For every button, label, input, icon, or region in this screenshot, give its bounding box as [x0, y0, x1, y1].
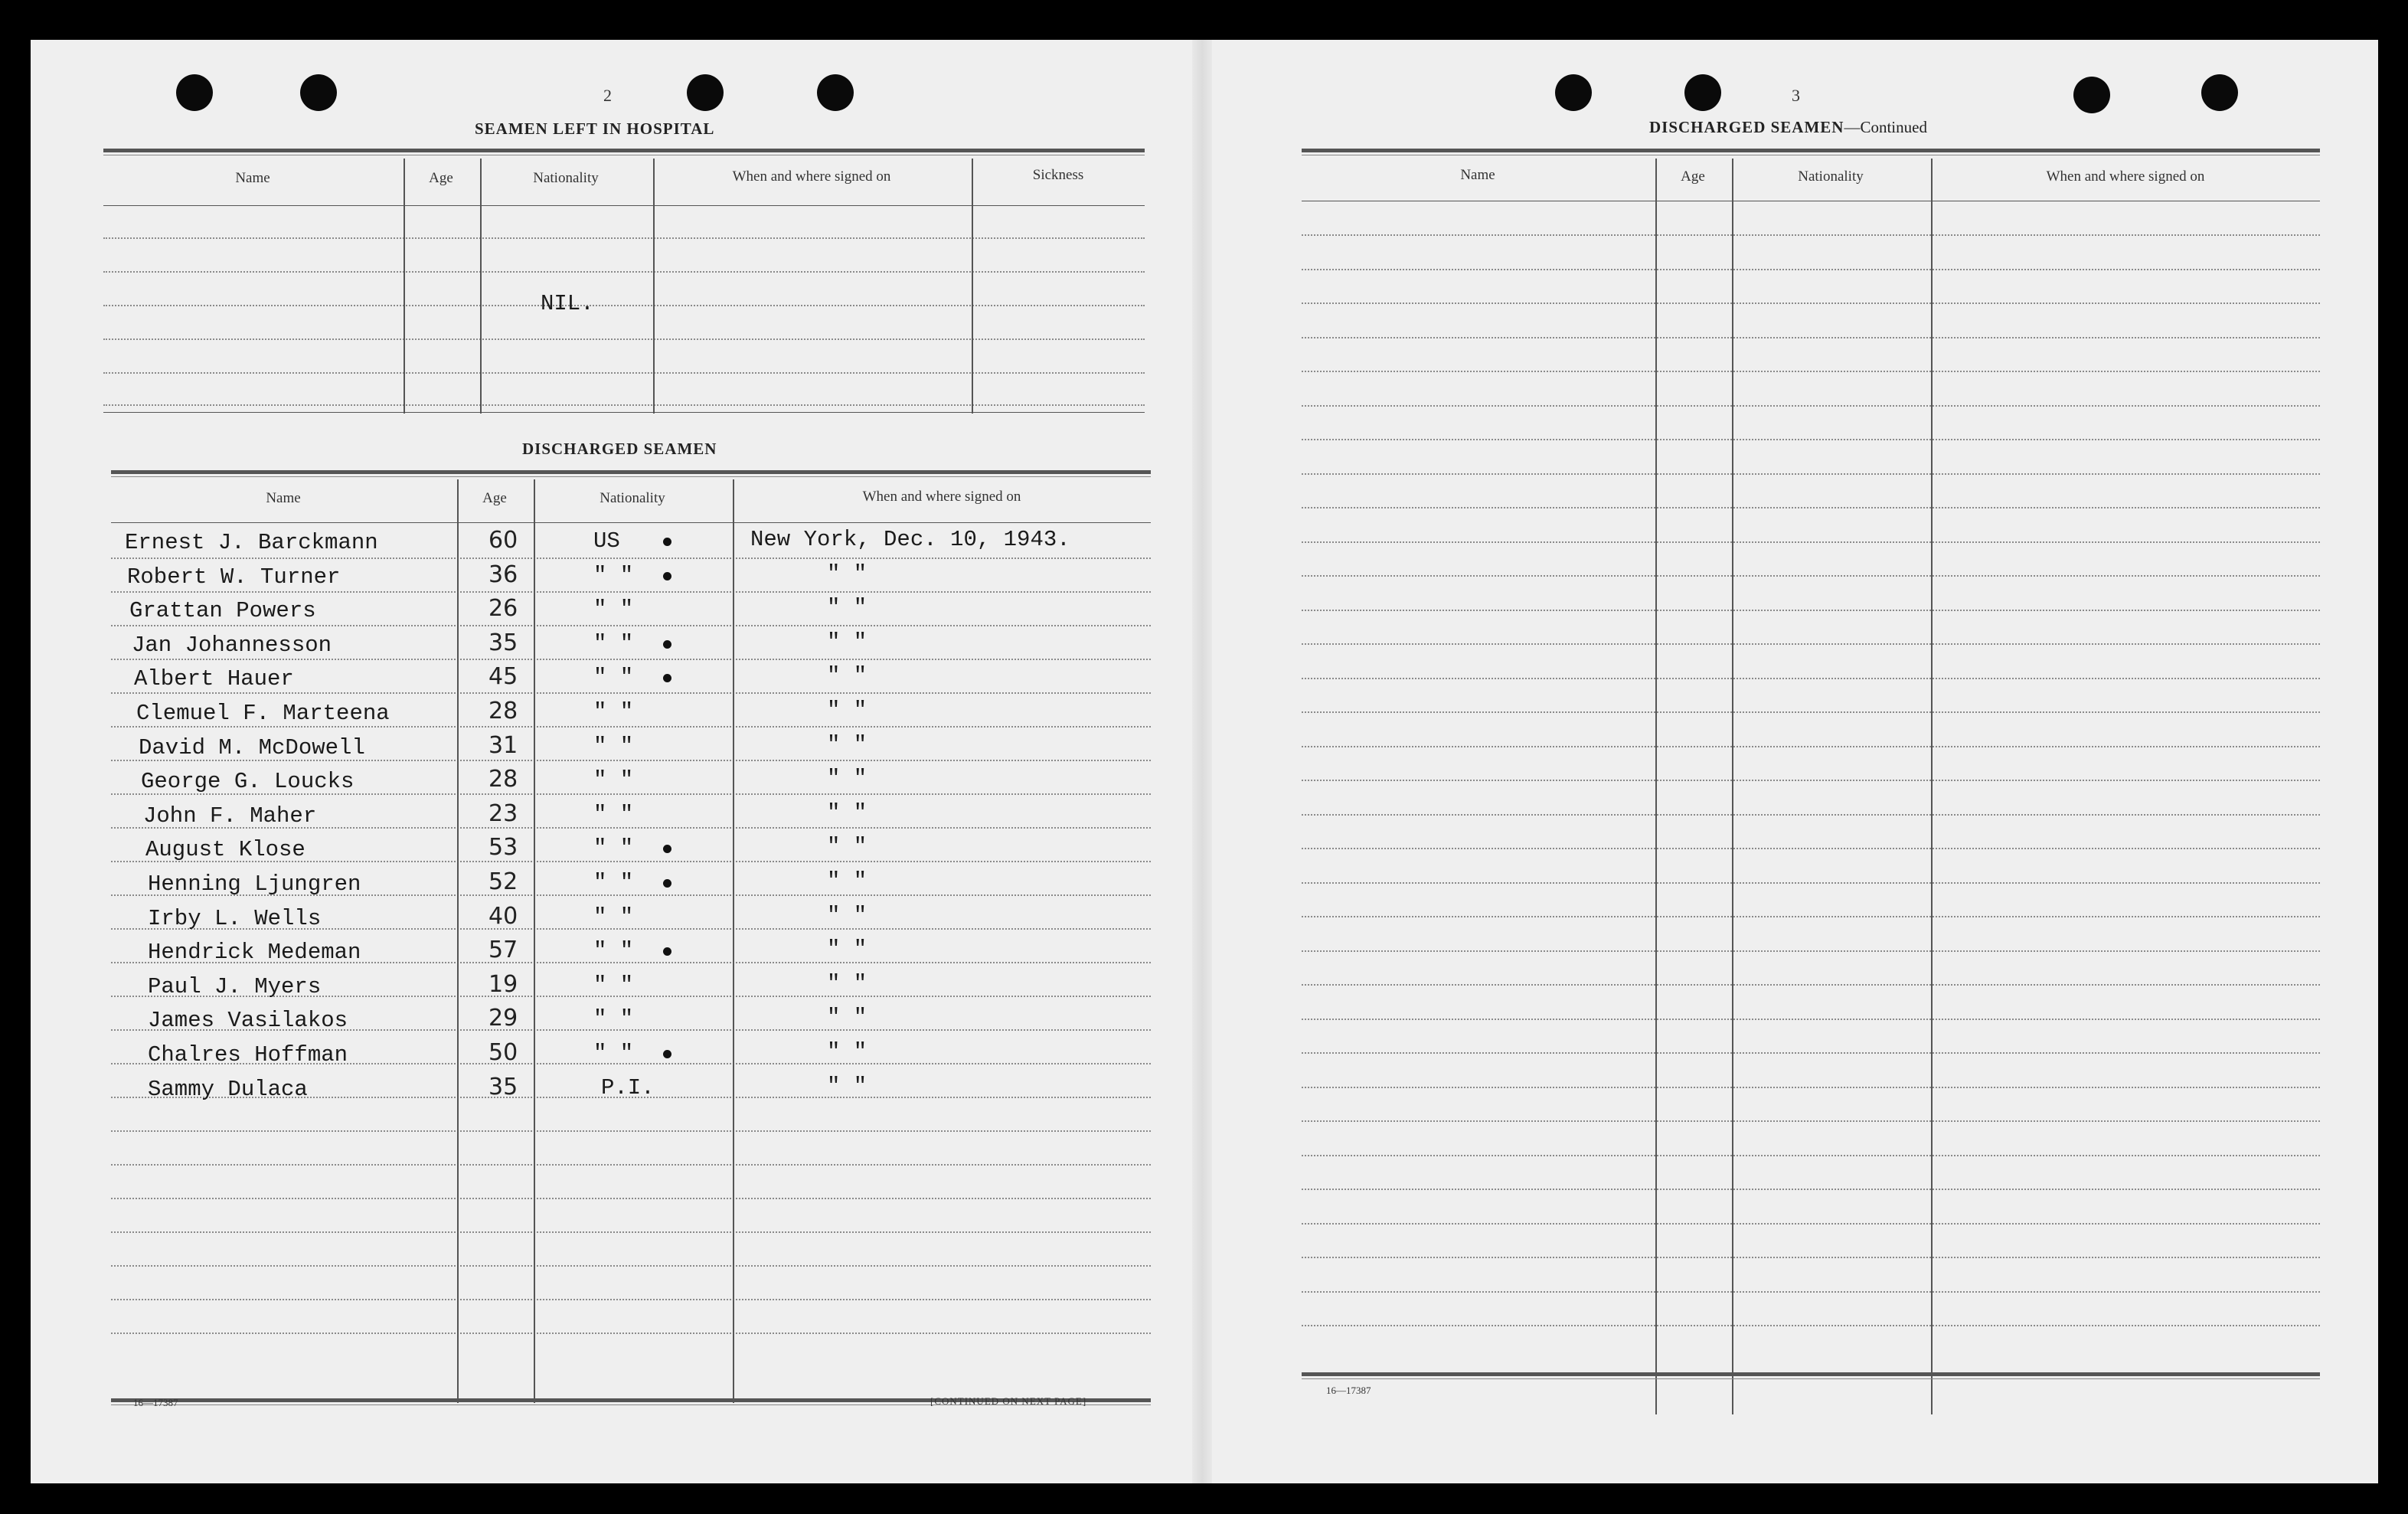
seaman-age: 19	[488, 971, 518, 998]
column-divider	[457, 479, 459, 1403]
right-col-signed-on: When and where signed on	[2046, 168, 2205, 185]
seaman-nationality: " "	[593, 802, 634, 827]
seaman-nationality: " "	[593, 1006, 634, 1032]
ruled-line	[111, 1164, 1151, 1166]
seaman-name: David M. McDowell	[139, 735, 365, 760]
hospital-nil-entry: NIL.	[541, 291, 594, 316]
seaman-signed-on: " "	[827, 1039, 867, 1064]
ruled-line	[1302, 643, 2320, 645]
seaman-signed-on: " "	[827, 1074, 867, 1099]
seaman-age: 53	[488, 834, 518, 861]
right-top-rule	[1302, 149, 2320, 152]
seaman-signed-on: " "	[827, 561, 867, 587]
ruled-line	[1302, 916, 2320, 917]
ruled-line	[1302, 234, 2320, 236]
seaman-signed-on: " "	[827, 834, 867, 859]
ruled-line	[111, 1265, 1151, 1267]
seaman-age: 26	[488, 595, 518, 622]
mark-dot-icon	[663, 572, 671, 580]
continued-note: [CONTINUED ON NEXT PAGE]	[930, 1395, 1087, 1407]
ruled-line	[1302, 575, 2320, 577]
ruled-line	[1302, 1257, 2320, 1258]
ruled-line	[1302, 678, 2320, 679]
seaman-nationality: " "	[593, 973, 634, 998]
column-divider	[733, 479, 734, 1403]
hospital-col-age: Age	[429, 170, 453, 186]
punch-hole	[2201, 74, 2238, 111]
seaman-name: Grattan Powers	[129, 598, 316, 623]
seaman-name: Robert W. Turner	[127, 564, 341, 590]
hospital-col-signed-on: When and where signed on	[732, 168, 891, 185]
seaman-nationality: " "	[593, 1041, 634, 1066]
ruled-line	[1302, 1291, 2320, 1293]
ruled-line	[111, 659, 1151, 660]
seaman-age: 50	[488, 1039, 518, 1066]
discharged-top-rule	[111, 470, 1151, 474]
punch-hole	[687, 74, 724, 111]
mark-dot-icon	[663, 879, 671, 888]
seaman-age: 52	[488, 868, 518, 895]
ruled-line	[1302, 780, 2320, 781]
punch-hole	[1684, 74, 1721, 111]
seaman-signed-on: New York, Dec. 10, 1943.	[750, 527, 1070, 552]
ruled-line	[111, 692, 1151, 694]
column-divider	[1931, 159, 1933, 1414]
punch-hole	[176, 74, 213, 111]
ruled-line	[1302, 439, 2320, 440]
column-divider	[534, 479, 535, 1403]
seaman-signed-on: " "	[827, 663, 867, 688]
ruled-line	[1302, 746, 2320, 747]
seaman-age: 35	[488, 1074, 518, 1100]
seaman-nationality: P.I.	[601, 1075, 655, 1100]
hospital-col-sickness: Sickness	[1032, 167, 1084, 183]
seaman-age: 28	[488, 698, 518, 724]
seaman-nationality: " "	[593, 870, 634, 895]
ruled-line	[111, 726, 1151, 728]
hospital-col-nationality: Nationality	[533, 170, 599, 186]
discharged-section-title: DISCHARGED SEAMEN	[522, 440, 717, 458]
hospital-top-rule	[103, 149, 1145, 152]
seaman-nationality: " "	[593, 563, 634, 588]
ruled-line	[1302, 371, 2320, 372]
page-number: 2	[603, 86, 612, 105]
ruled-line	[1302, 1052, 2320, 1054]
seaman-age: 45	[488, 663, 518, 690]
left-page	[31, 40, 1194, 1483]
ruled-line	[103, 305, 1145, 306]
seaman-signed-on: " "	[827, 629, 867, 655]
column-divider	[1655, 159, 1657, 1414]
seaman-nationality: " "	[593, 767, 634, 793]
hospital-col-name: Name	[235, 170, 270, 186]
ruled-line	[111, 591, 1151, 593]
column-divider	[480, 159, 482, 414]
ruled-line	[111, 1231, 1151, 1233]
punch-hole	[817, 74, 854, 111]
ruled-line	[1302, 814, 2320, 816]
ruled-line	[103, 372, 1145, 374]
seaman-nationality: " "	[593, 597, 634, 622]
mark-dot-icon	[663, 674, 671, 682]
seaman-name: Ernest J. Barckmann	[125, 530, 378, 555]
seaman-nationality: " "	[593, 904, 634, 930]
ruled-line	[1302, 950, 2320, 952]
seaman-signed-on: " "	[827, 800, 867, 826]
seaman-signed-on: " "	[827, 1005, 867, 1030]
column-divider	[1732, 159, 1733, 1414]
ruled-line	[103, 404, 1145, 406]
ruled-line	[1302, 302, 2320, 304]
ruled-line	[1302, 882, 2320, 884]
seaman-age: 29	[488, 1005, 518, 1032]
ruled-line	[1302, 1223, 2320, 1225]
ruled-line	[111, 1130, 1151, 1132]
seaman-nationality: " "	[593, 938, 634, 963]
ruled-line	[103, 237, 1145, 239]
punch-hole	[1555, 74, 1592, 111]
hospital-section-title: SEAMEN LEFT IN HOSPITAL	[475, 119, 715, 138]
seaman-nationality: US	[593, 528, 620, 554]
discharged-col-name: Name	[266, 490, 301, 506]
seaman-name: Paul J. Myers	[148, 974, 322, 999]
mark-dot-icon	[663, 538, 671, 546]
seaman-nationality: " "	[593, 734, 634, 759]
punch-hole	[2073, 77, 2110, 113]
ruled-line	[1302, 1189, 2320, 1190]
ruled-line	[1302, 405, 2320, 407]
mark-dot-icon	[663, 1050, 671, 1058]
seaman-signed-on: " "	[827, 903, 867, 928]
discharged-continued-title	[1649, 118, 1927, 137]
seaman-name: Jan Johannesson	[132, 633, 332, 658]
seaman-name: Clemuel F. Marteena	[136, 701, 390, 726]
title-main: DISCHARGED SEAMEN	[1649, 118, 1844, 136]
seaman-age: 36	[488, 561, 518, 588]
discharged-col-signed-on: When and where signed on	[862, 489, 1021, 505]
form-code: 16—17387	[133, 1397, 178, 1408]
document-sheet	[31, 40, 2378, 1483]
ruled-line	[111, 1299, 1151, 1300]
ruled-line	[1302, 1325, 2320, 1326]
ruled-line	[103, 338, 1145, 340]
ruled-line	[1302, 269, 2320, 270]
hospital-bottom-rule	[103, 412, 1145, 413]
mark-dot-icon	[663, 640, 671, 649]
discharged-col-age: Age	[482, 490, 507, 506]
seaman-name: Hendrick Medeman	[148, 940, 361, 965]
seaman-name: James Vasilakos	[148, 1008, 348, 1033]
seaman-signed-on: " "	[827, 698, 867, 723]
ruled-line	[1302, 473, 2320, 475]
column-divider	[653, 159, 655, 414]
seaman-age: 23	[488, 800, 518, 827]
mark-dot-icon	[663, 845, 671, 853]
form-code: 16—17387	[1326, 1385, 1371, 1396]
seaman-signed-on: " "	[827, 766, 867, 791]
ruled-line	[111, 1198, 1151, 1199]
ruled-line	[1302, 848, 2320, 849]
mark-dot-icon	[663, 947, 671, 956]
seaman-signed-on: " "	[827, 732, 867, 757]
seaman-name: Henning Ljungren	[148, 871, 361, 897]
ruled-line	[103, 271, 1145, 273]
ruled-line	[1302, 610, 2320, 611]
title-continued: —Continued	[1844, 118, 1927, 136]
discharged-header-rule	[111, 522, 1151, 523]
right-page	[1202, 40, 2378, 1483]
ruled-line	[1302, 1019, 2320, 1020]
ruled-line	[1302, 541, 2320, 543]
ruled-line	[1302, 1120, 2320, 1122]
right-col-age: Age	[1681, 168, 1705, 185]
hospital-header-rule	[103, 205, 1145, 206]
page-number: 3	[1792, 86, 1800, 105]
ruled-line	[1302, 507, 2320, 508]
seaman-signed-on: " "	[827, 937, 867, 962]
seaman-age: 35	[488, 629, 518, 656]
ruled-line	[1302, 337, 2320, 338]
seaman-nationality: " "	[593, 835, 634, 861]
seaman-name: August Klose	[145, 837, 305, 862]
right-bottom-rule	[1302, 1372, 2320, 1376]
seaman-signed-on: " "	[827, 595, 867, 620]
discharged-col-nationality: Nationality	[600, 490, 665, 506]
ruled-line	[1302, 984, 2320, 986]
seaman-name: Chalres Hoffman	[148, 1042, 348, 1068]
column-divider	[972, 159, 973, 414]
seaman-name: George G. Loucks	[141, 769, 355, 794]
ruled-line	[1302, 1087, 2320, 1088]
seaman-age: 31	[488, 732, 518, 759]
seaman-nationality: " "	[593, 699, 634, 724]
seaman-age: 40	[488, 903, 518, 930]
ruled-line	[1302, 1155, 2320, 1156]
seaman-name: Sammy Dulaca	[148, 1077, 308, 1102]
seaman-name: Irby L. Wells	[148, 906, 322, 931]
ruled-line	[111, 558, 1151, 559]
right-col-name: Name	[1460, 167, 1495, 183]
ruled-line	[1302, 711, 2320, 713]
seaman-name: Albert Hauer	[134, 666, 294, 692]
seaman-name: John F. Maher	[143, 803, 317, 829]
seaman-age: 57	[488, 937, 518, 963]
seaman-age: 60	[488, 527, 518, 554]
right-col-nationality: Nationality	[1798, 168, 1864, 185]
column-divider	[404, 159, 405, 414]
punch-hole	[300, 74, 337, 111]
seaman-age: 28	[488, 766, 518, 793]
seaman-signed-on: " "	[827, 971, 867, 996]
seaman-nationality: " "	[593, 665, 634, 690]
seaman-signed-on: " "	[827, 868, 867, 894]
ruled-line	[111, 1333, 1151, 1334]
seaman-nationality: " "	[593, 631, 634, 656]
ruled-line	[111, 625, 1151, 626]
